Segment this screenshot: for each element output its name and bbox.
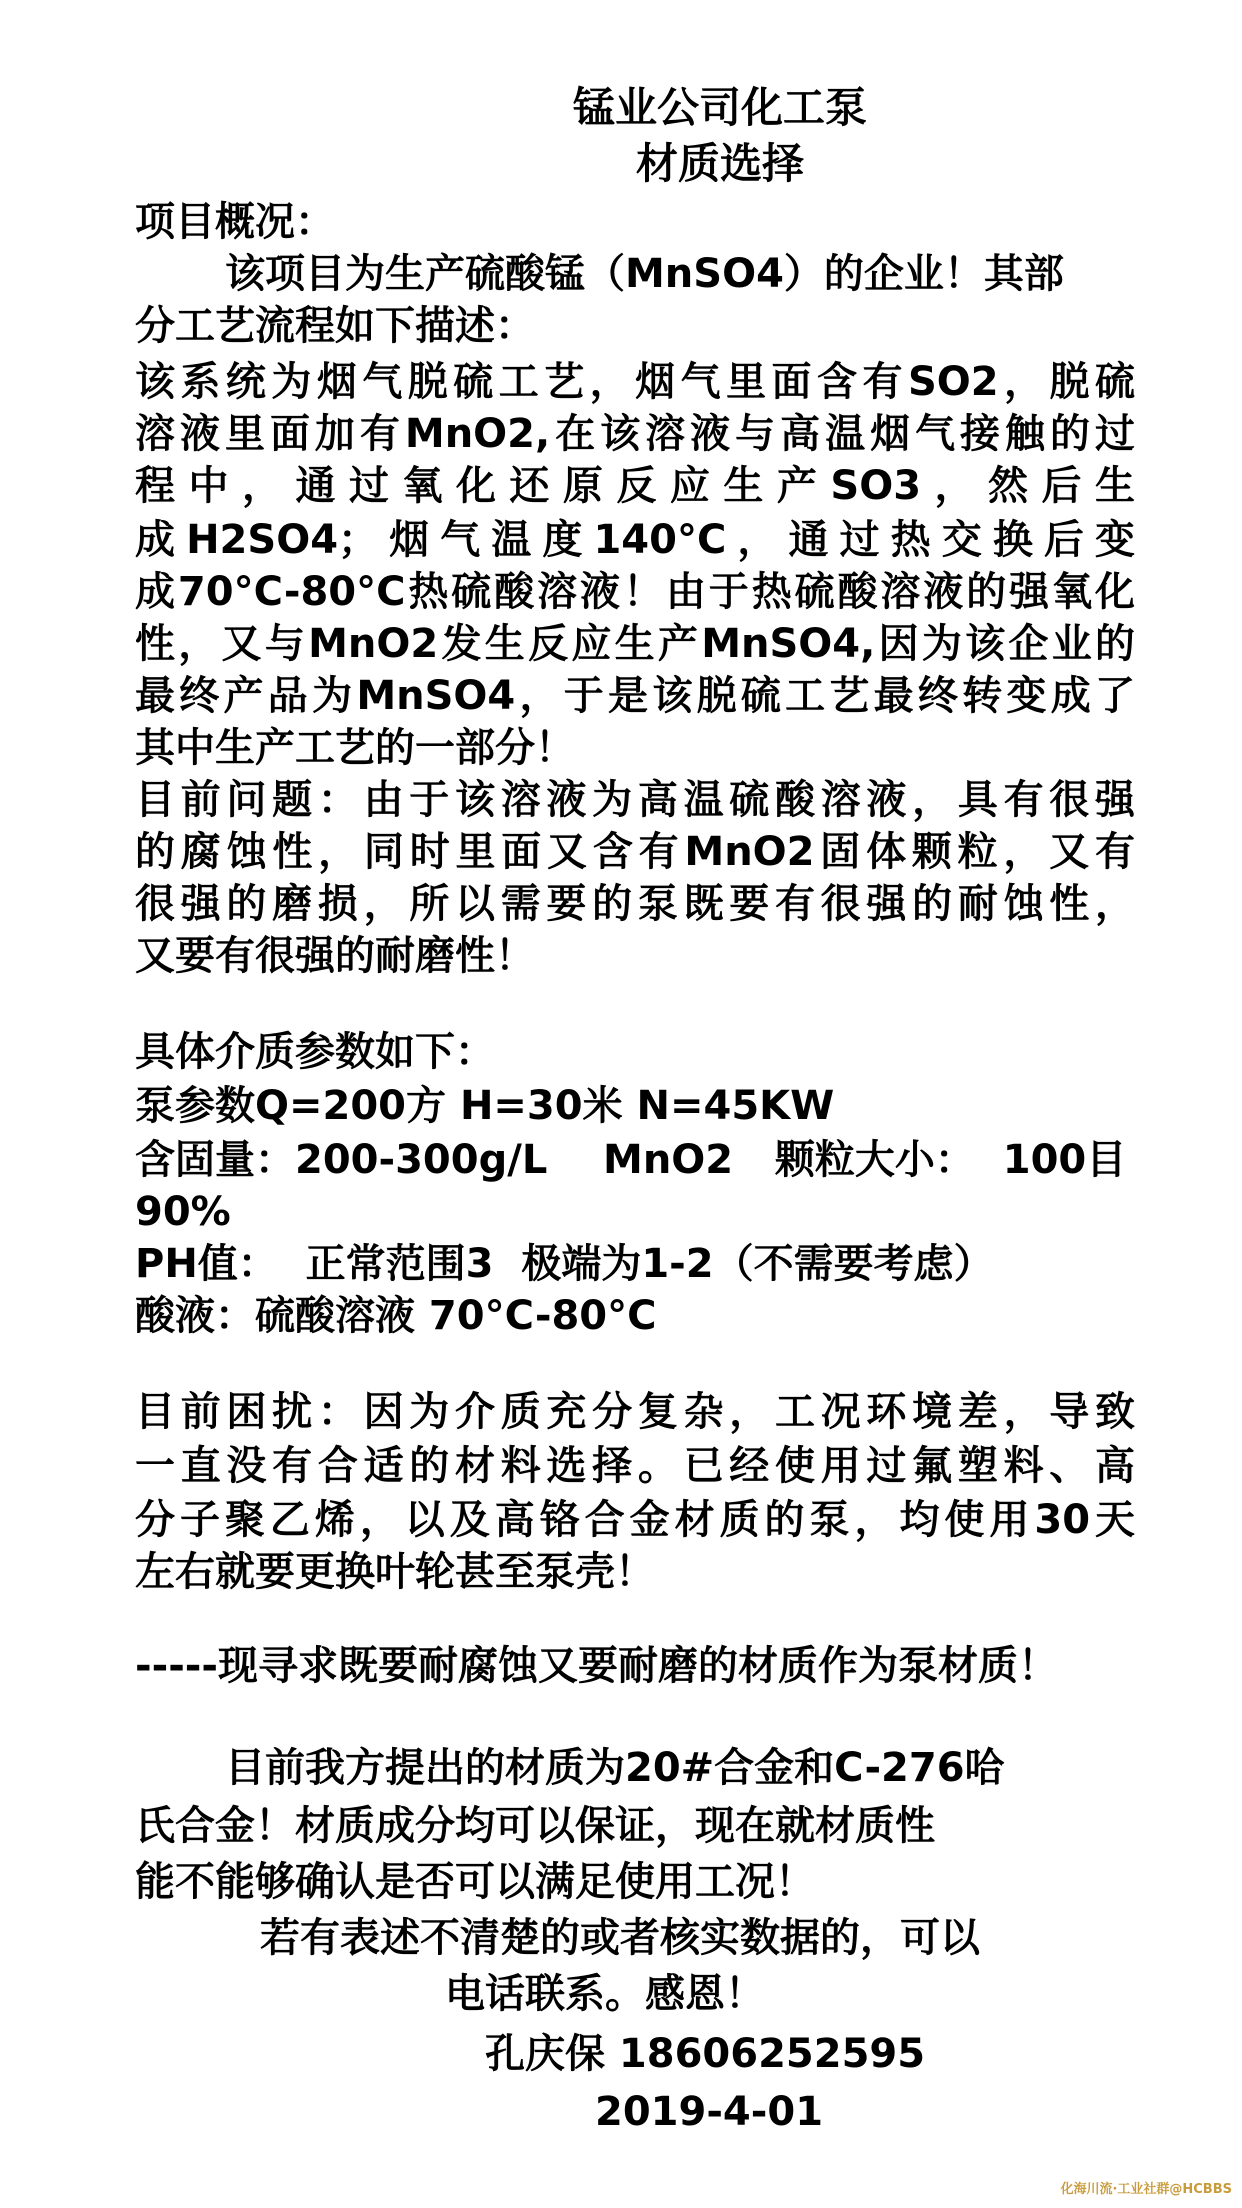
watermark: 化海川流·工业社群@HCBBS	[1060, 2182, 1232, 2197]
overview-line: 该系统为烟气脱硫工艺，烟气里面含有SO2，脱硫	[135, 359, 1135, 405]
trouble-line: 目前困扰：因为介质充分复杂，工况环境差，导致	[135, 1389, 1135, 1435]
trouble-line: 一直没有合适的材料选择。已经使用过氟塑料、高	[135, 1443, 1135, 1489]
overview-line: 该项目为生产硫酸锰（MnSO4）的企业！其部	[225, 251, 1064, 297]
params-line: 泵参数Q=200方 H=30米 N=45KW	[135, 1083, 835, 1129]
closing-line-1: 若有表述不清楚的或者核实数据的，可以	[260, 1915, 980, 1961]
proposal-line: 氏合金！材质成分均可以保证，现在就材质性	[135, 1803, 935, 1849]
overview-line: 溶液里面加有MnO2,在该溶液与高温烟气接触的过	[135, 411, 1135, 457]
proposal-line: 目前我方提出的材质为20#合金和C-276哈	[225, 1745, 1005, 1791]
overview-line: 分工艺流程如下描述：	[135, 303, 535, 349]
problem-line: 很强的磨损，所以需要的泵既要有很强的耐蚀性，	[135, 881, 1135, 927]
trouble-line: 分子聚乙烯，以及高铬合金材质的泵，均使用30天	[135, 1497, 1135, 1543]
problem-line: 又要有很强的耐磨性！	[135, 933, 535, 979]
params-line: 90%	[135, 1189, 231, 1235]
title-line-2: 材质选择	[635, 139, 804, 188]
params-line: PH值： 正常范围3 极端为1-2（不需要考虑）	[135, 1241, 994, 1287]
params-line: 酸液：硫酸溶液 70°C-80°C	[135, 1293, 657, 1339]
proposal-line: 能不能够确认是否可以满足使用工况！	[135, 1859, 815, 1905]
overview-heading: 项目概况：	[135, 199, 335, 245]
overview-line: 性，又与MnO2发生反应生产MnSO4,因为该企业的	[135, 621, 1135, 667]
overview-line: 最终产品为MnSO4，于是该脱硫工艺最终转变成了	[135, 673, 1135, 719]
overview-line: 程中，通过氧化还原反应生产SO3，然后生	[135, 463, 1135, 509]
params-heading: 具体介质参数如下：	[135, 1029, 495, 1075]
problem-line: 的腐蚀性，同时里面又含有MnO2固体颗粒，又有	[135, 829, 1135, 875]
params-line: 含固量：200-300g/L MnO2 颗粒大小： 100目	[135, 1137, 1127, 1183]
signature-date: 2019-4-01	[595, 2089, 824, 2135]
request-line: -----现寻求既要耐腐蚀又要耐磨的材质作为泵材质！	[135, 1643, 1059, 1689]
closing-line-2: 电话联系。感恩！	[445, 1971, 765, 2017]
title-line-1: 锰业公司化工泵	[572, 83, 867, 132]
overview-line: 其中生产工艺的一部分！	[135, 725, 575, 771]
problem-line: 目前问题：由于该溶液为高温硫酸溶液，具有很强	[135, 777, 1135, 823]
overview-line: 成H2SO4；烟气温度140°C，通过热交换后变	[135, 517, 1135, 563]
trouble-line: 左右就要更换叶轮甚至泵壳！	[135, 1549, 655, 1595]
overview-line: 成70°C-80°C热硫酸溶液！由于热硫酸溶液的强氧化	[135, 569, 1135, 615]
signature-name-phone: 孔庆保 18606252595	[485, 2031, 926, 2077]
